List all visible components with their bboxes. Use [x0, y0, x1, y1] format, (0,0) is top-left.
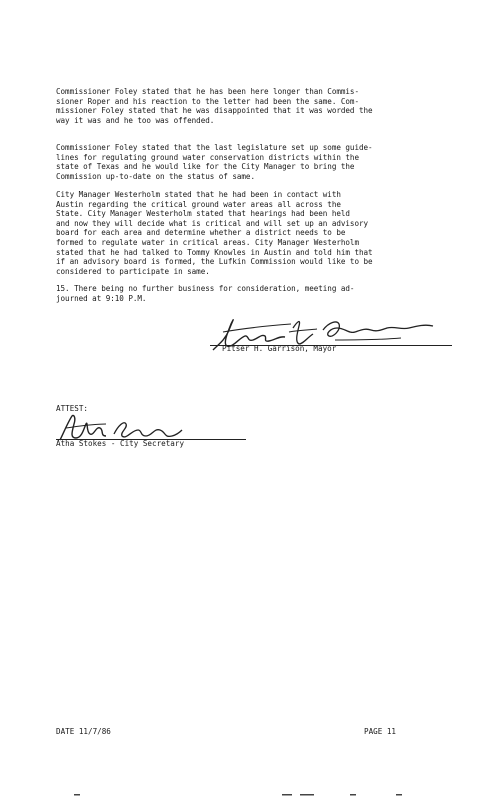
paragraph-foley-legislature: Commissioner Foley stated that the last legislature set up some guide- lines for regulating ground water conservation districts within the state of Texas and he would like for the City Manager to bring the Commission up-to-date on the status of same.	[56, 143, 373, 181]
mayor-name: Pitser H. Garrison, Mayor	[222, 344, 337, 353]
paragraph-foley-reaction: Commissioner Foley stated that he has been here longer than Commis- sioner Roper and his reaction to the letter had been the same. Com- missioner Foley stated that he was disappointed that it was worded the way it was and he too was offended.	[56, 87, 373, 125]
footer-date: DATE 11/7/86	[56, 727, 111, 736]
scan-edge-marks	[0, 790, 491, 800]
secretary-name: Atha Stokes - City Secretary	[56, 439, 185, 448]
footer-page-number: PAGE 11	[364, 727, 397, 736]
attest-label: ATTEST:	[56, 404, 89, 413]
paragraph-adjournment: 15. There being no further business for consideration, meeting ad- journed at 9:10 P.M.	[56, 284, 355, 303]
paragraph-westerholm-water: City Manager Westerholm stated that he had been in contact with Austin regarding the critical ground water areas all across the State. City Manager Westerholm stated that hearings had been held and now they will decide what is critical and will set up an advisory board for each area and determine whether a district needs to be formed to regulate water in critical areas. City Manager Westerholm stated that he had talked to Tommy Knowles in Austin and told him that if an advisory board is formed, the Lufkin Commission would like to be considered to participate in same.	[56, 190, 373, 276]
